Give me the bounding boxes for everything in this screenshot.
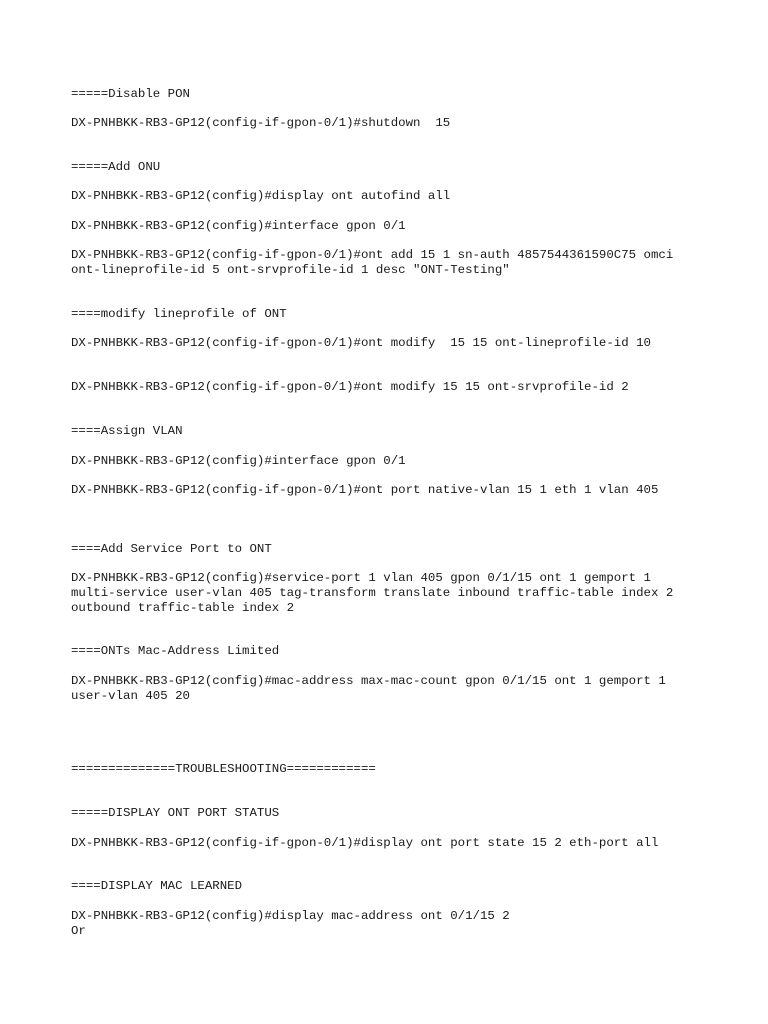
command-line: DX-PNHBKK-RB3-GP12(config)#interface gpon 0/1 <box>71 219 406 233</box>
command-line: DX-PNHBKK-RB3-GP12(config)#mac-address max-mac-count gpon 0/1/15 ont 1 gemport 1 <box>71 674 666 688</box>
section-heading-display-ont-port-status: =====DISPLAY ONT PORT STATUS <box>71 806 280 820</box>
section-heading-assign-vlan: ====Assign VLAN <box>71 424 183 438</box>
command-line-continuation: user-vlan 405 20 <box>71 689 190 703</box>
section-heading-display-mac-learned: ====DISPLAY MAC LEARNED <box>71 879 243 893</box>
section-heading-modify-lineprofile: ====modify lineprofile of ONT <box>71 307 287 321</box>
command-line: DX-PNHBKK-RB3-GP12(config)#interface gpon 0/1 <box>71 454 406 468</box>
command-line-continuation: ont-lineprofile-id 5 ont-srvprofile-id 1 desc "ONT-Testing" <box>71 263 510 277</box>
section-heading-add-service-port: ====Add Service Port to ONT <box>71 542 272 556</box>
command-line: DX-PNHBKK-RB3-GP12(config-if-gpon-0/1)#display ont port state 15 2 eth-port all <box>71 836 659 850</box>
command-line: DX-PNHBKK-RB3-GP12(config-if-gpon-0/1)#ont port native-vlan 15 1 eth 1 vlan 405 <box>71 483 659 497</box>
command-line: DX-PNHBKK-RB3-GP12(config-if-gpon-0/1)#ont modify 15 15 ont-srvprofile-id 2 <box>71 380 629 394</box>
command-line: DX-PNHBKK-RB3-GP12(config-if-gpon-0/1)#ont modify 15 15 ont-lineprofile-id 10 <box>71 336 651 350</box>
section-heading-troubleshooting: ==============TROUBLESHOOTING============ <box>71 762 376 776</box>
command-line: DX-PNHBKK-RB3-GP12(config)#display ont autofind all <box>71 189 451 203</box>
command-line: DX-PNHBKK-RB3-GP12(config)#display mac-address ont 0/1/15 2 <box>71 909 510 923</box>
command-line-continuation: multi-service user-vlan 405 tag-transform translate inbound traffic-table index 2 <box>71 586 674 600</box>
command-line: DX-PNHBKK-RB3-GP12(config)#service-port 1 vlan 405 gpon 0/1/15 ont 1 gemport 1 <box>71 571 651 585</box>
command-line: DX-PNHBKK-RB3-GP12(config-if-gpon-0/1)#shutdown 15 <box>71 116 451 130</box>
section-heading-mac-address-limited: ====ONTs Mac-Address Limited <box>71 644 280 658</box>
section-heading-disable-pon: =====Disable PON <box>71 87 190 101</box>
command-line-continuation: outbound traffic-table index 2 <box>71 601 295 615</box>
section-heading-add-onu: =====Add ONU <box>71 160 161 174</box>
text-line: Or <box>71 924 86 938</box>
command-line: DX-PNHBKK-RB3-GP12(config-if-gpon-0/1)#ont add 15 1 sn-auth 4857544361590C75 omci <box>71 248 674 262</box>
